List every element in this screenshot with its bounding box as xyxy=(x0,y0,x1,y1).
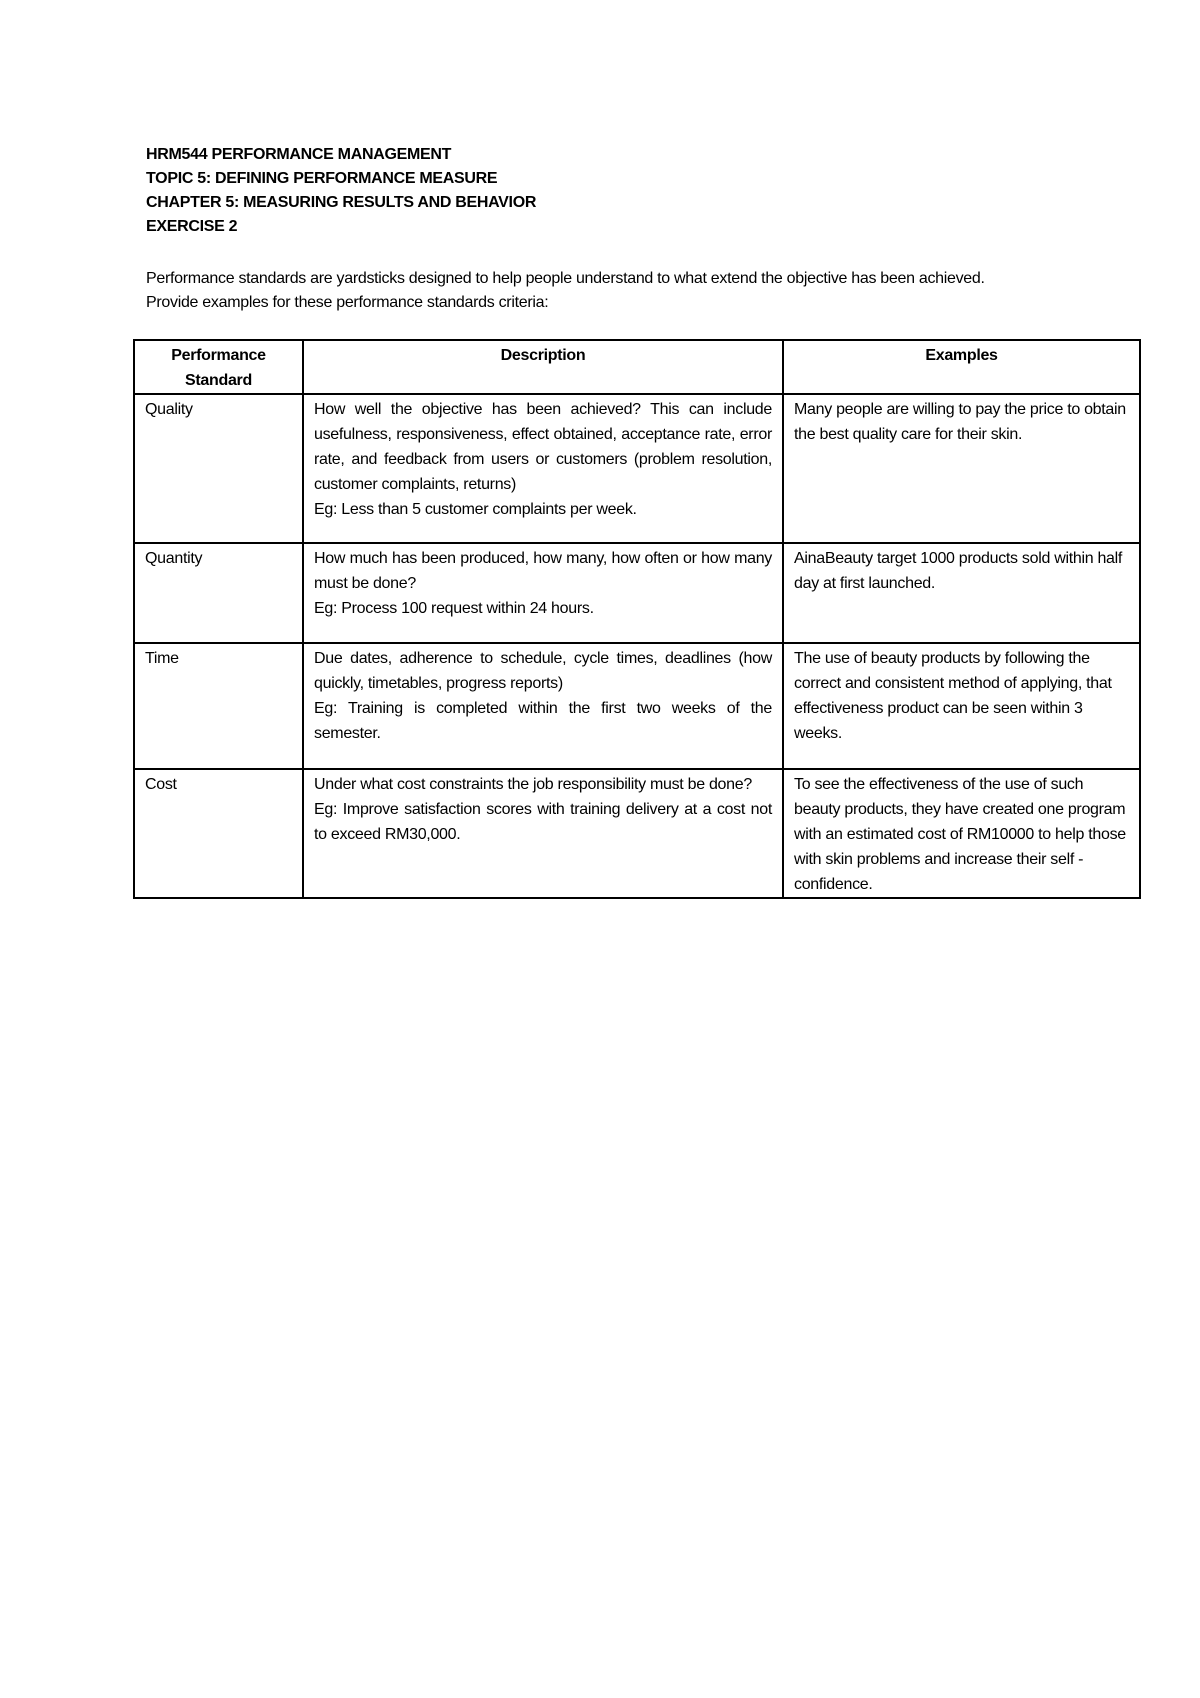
header-examples: Examples xyxy=(783,340,1140,394)
header-performance-standard xyxy=(134,340,303,394)
document-heading xyxy=(146,143,1126,239)
example-cell: Many people are willing to pay the price to obtain the best quality care for their skin. xyxy=(783,394,1140,543)
description-example: Eg: Less than 5 customer complaints per week. xyxy=(314,501,637,518)
standard-cell: Quality xyxy=(134,394,303,543)
header-description: Description xyxy=(303,340,783,394)
table-row xyxy=(134,769,1140,898)
standard-cell: Cost xyxy=(134,769,303,898)
course-title: HRM544 PERFORMANCE MANAGEMENT xyxy=(146,146,452,163)
description-example: Eg: Training is completed within the first two weeks of the semester. xyxy=(314,700,772,742)
intro-line-2: Provide examples for these performance standards criteria: xyxy=(146,294,549,311)
standard-cell: Quantity xyxy=(134,543,303,643)
chapter-title: CHAPTER 5: MEASURING RESULTS AND BEHAVIOR xyxy=(146,194,537,211)
standard-cell: Time xyxy=(134,643,303,769)
example-cell: The use of beauty products by following the correct and consistent method of applying, that effectiveness product can be seen within 3 weeks. xyxy=(783,643,1140,769)
intro-line-1: Performance standards are yardsticks designed to help people understand to what extend the objective has been achieved. xyxy=(146,270,985,287)
example-cell: AinaBeauty target 1000 products sold within half day at first launched. xyxy=(783,543,1140,643)
performance-standards-table xyxy=(133,339,1141,899)
exercise-title: EXERCISE 2 xyxy=(146,218,238,235)
description-text: Due dates, adherence to schedule, cycle times, deadlines (how quickly, timetables, progress reports) xyxy=(314,650,772,692)
description-cell xyxy=(303,769,783,898)
description-text: How well the objective has been achieved? This can include usefulness, responsiveness, effect obtained, acceptance rate, error rate, and feedback from users or customers (problem resolution, customer complaints, returns) xyxy=(314,401,772,493)
table-row xyxy=(134,394,1140,543)
description-cell xyxy=(303,643,783,769)
topic-title: TOPIC 5: DEFINING PERFORMANCE MEASURE xyxy=(146,170,498,187)
description-cell xyxy=(303,543,783,643)
example-cell: To see the effectiveness of the use of such beauty products, they have created one program with an estimated cost of RM10000 to help those with skin problems and increase their self -confidence. xyxy=(783,769,1140,898)
intro-paragraph xyxy=(146,267,1146,315)
table-row xyxy=(134,543,1140,643)
table-header-row xyxy=(134,340,1140,394)
description-text: Under what cost constraints the job responsibility must be done? xyxy=(314,776,752,793)
description-example: Eg: Process 100 request within 24 hours. xyxy=(314,600,594,617)
header-standard-line-1: Performance xyxy=(171,347,266,364)
description-cell xyxy=(303,394,783,543)
description-text: How much has been produced, how many, how often or how many must be done? xyxy=(314,550,772,592)
description-example: Eg: Improve satisfaction scores with training delivery at a cost not to exceed RM30,000. xyxy=(314,801,772,843)
table-row xyxy=(134,643,1140,769)
header-standard-line-2: Standard xyxy=(185,372,252,389)
